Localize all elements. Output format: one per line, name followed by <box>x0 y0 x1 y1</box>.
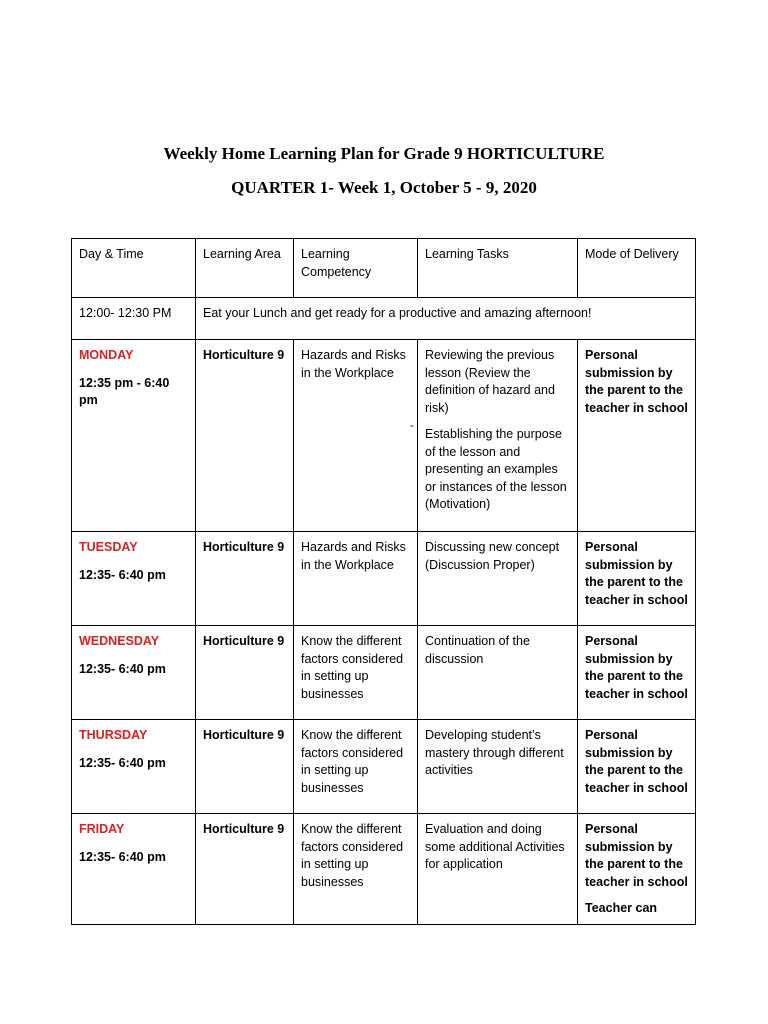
learning-task-item: Evaluation and doing some additional Activities for application <box>425 822 565 871</box>
day-time-cell <box>72 340 196 532</box>
mode-of-delivery-cell <box>578 720 696 814</box>
mode-of-delivery-cell <box>578 340 696 532</box>
document-subtitle: QUARTER 1- Week 1, October 5 - 9, 2020 <box>231 178 537 197</box>
day-time-cell <box>72 814 196 925</box>
mode-of-delivery-item: Personal submission by the parent to the teacher in school <box>585 822 688 889</box>
learning-competency-cell: Know the different factors considered in setting up businesses <box>294 626 418 720</box>
time-label: 12:35- 6:40 pm <box>79 567 166 582</box>
header-learning-tasks: Learning Tasks <box>418 239 578 298</box>
learning-task-item: Reviewing the previous lesson (Review the definition of hazard and risk) <box>425 348 555 415</box>
learning-tasks-cell <box>418 626 578 720</box>
time-label: 12:35- 6:40 pm <box>79 849 166 864</box>
header-mode-of-delivery: Mode of Delivery <box>578 239 696 298</box>
mode-of-delivery-item: Personal submission by the parent to the teacher in school <box>585 348 688 415</box>
learning-area-cell: Horticulture 9 <box>196 720 294 814</box>
mode-of-delivery-cell <box>578 532 696 626</box>
learning-task-item: Continuation of the discussion <box>425 634 530 666</box>
day-label: THURSDAY <box>79 728 148 742</box>
day-time-cell <box>72 626 196 720</box>
learning-task-item: Establishing the purpose of the lesson and presenting an examples or instances of the lesson (Motivation) <box>425 427 567 511</box>
table-row <box>72 340 696 532</box>
learning-area-cell: Horticulture 9 <box>196 626 294 720</box>
learning-competency-cell: Know the different factors considered in setting up businesses <box>294 814 418 925</box>
time-label: 12:35- 6:40 pm <box>79 755 166 770</box>
day-label: MONDAY <box>79 348 134 362</box>
header-learning-competency: Learning Competency <box>294 239 418 298</box>
day-label: TUESDAY <box>79 540 138 554</box>
day-label: FRIDAY <box>79 822 125 836</box>
learning-competency-cell: Hazards and Risks in the Workplace <box>294 340 418 532</box>
time-label: 12:35 pm - 6:40 pm <box>79 375 170 407</box>
learning-area-cell: Horticulture 9 <box>196 340 294 532</box>
learning-competency-cell: Know the different factors considered in setting up businesses <box>294 720 418 814</box>
learning-tasks-cell <box>418 720 578 814</box>
learning-tasks-cell <box>418 340 578 532</box>
learning-area-cell: Horticulture 9 <box>196 814 294 925</box>
learning-competency-cell: Hazards and Risks in the Workplace <box>294 532 418 626</box>
mode-of-delivery-cell <box>578 626 696 720</box>
mode-of-delivery-item: Personal submission by the parent to the teacher in school <box>585 728 688 795</box>
day-time-cell <box>72 532 196 626</box>
learning-plan-table <box>71 238 696 925</box>
learning-tasks-cell <box>418 532 578 626</box>
day-label: WEDNESDAY <box>79 634 160 648</box>
learning-area-cell: Horticulture 9 <box>196 532 294 626</box>
header-day-time: Day & Time <box>72 239 196 298</box>
document-title: Weekly Home Learning Plan for Grade 9 HORTICULTURE <box>163 144 605 163</box>
learning-task-item: Discussing new concept (Discussion Proper) <box>425 540 560 572</box>
table-row <box>72 532 696 626</box>
lunch-row <box>72 298 696 340</box>
lunch-time: 12:00- 12:30 PM <box>72 298 196 340</box>
day-time-cell <box>72 720 196 814</box>
mode-of-delivery-item: Personal submission by the parent to the teacher in school <box>585 634 688 701</box>
header-learning-area: Learning Area <box>196 239 294 298</box>
mode-of-delivery-item: Teacher can <box>585 901 658 915</box>
time-label: 12:35- 6:40 pm <box>79 661 166 676</box>
learning-tasks-cell <box>418 814 578 925</box>
mode-of-delivery-item: Personal submission by the parent to the teacher in school <box>585 540 688 607</box>
stray-mark: - <box>410 420 414 432</box>
mode-of-delivery-cell <box>578 814 696 925</box>
table-row <box>72 814 696 925</box>
table-row <box>72 626 696 720</box>
learning-task-item: Developing student’s mastery through different activities <box>425 728 564 777</box>
lunch-text: Eat your Lunch and get ready for a productive and amazing afternoon! <box>196 298 696 340</box>
table-row <box>72 720 696 814</box>
table-header-row <box>72 239 696 298</box>
